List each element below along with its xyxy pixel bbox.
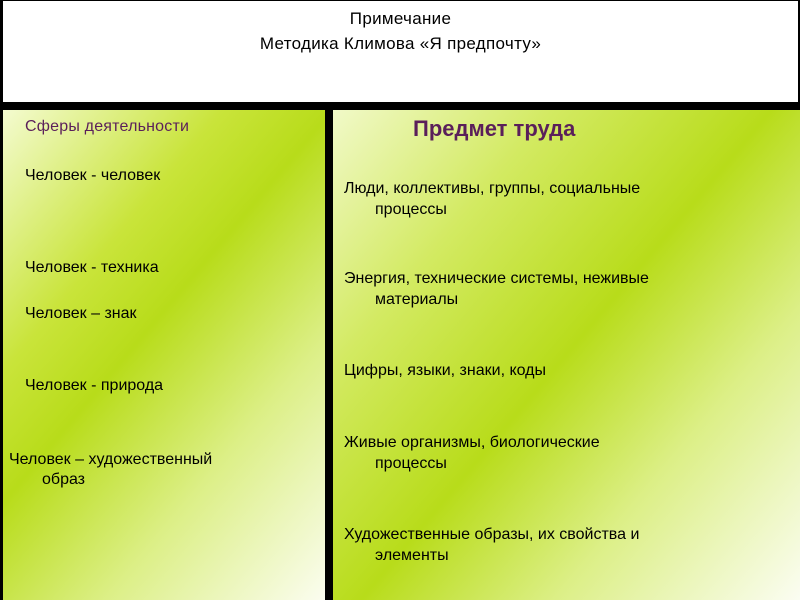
subject-item-line: Энергия, технические системы, неживые xyxy=(344,270,649,287)
sphere-item xyxy=(9,450,212,490)
subject-item-line: Художественные образы, их свойства и xyxy=(344,526,640,543)
subject-item-line: материалы xyxy=(375,291,459,308)
subject-item xyxy=(344,360,789,381)
spheres-panel xyxy=(3,110,325,600)
spheres-heading: Сферы деятельности xyxy=(25,118,190,135)
subjects-panel xyxy=(333,110,800,600)
sphere-item: Человек - природа xyxy=(25,377,164,394)
subject-item-line: Живые организмы, биологические xyxy=(344,434,600,451)
note-title: Примечание xyxy=(349,9,452,28)
sphere-item: Человек – знак xyxy=(25,305,137,322)
subject-item-line: процессы xyxy=(375,201,447,218)
subject-item-line: Люди, коллективы, группы, социальные xyxy=(344,180,641,197)
header-box xyxy=(3,1,798,102)
subject-item xyxy=(344,432,789,474)
subject-item xyxy=(344,524,789,566)
subjects-heading: Предмет труда xyxy=(413,116,576,141)
subject-item-line: Цифры, языки, знаки, коды xyxy=(344,362,547,379)
subject-item-line: элементы xyxy=(375,547,449,564)
subject-item xyxy=(344,178,789,220)
sphere-item-line: Человек – художественный xyxy=(9,451,213,468)
method-title: Методика Климова «Я предпочту» xyxy=(259,34,542,53)
subject-item-line: процессы xyxy=(375,455,447,472)
sphere-item: Человек - человек xyxy=(25,167,161,184)
sphere-item: Человек - техника xyxy=(25,259,159,276)
subject-item xyxy=(344,268,789,310)
sphere-item-line: образ xyxy=(42,471,86,488)
